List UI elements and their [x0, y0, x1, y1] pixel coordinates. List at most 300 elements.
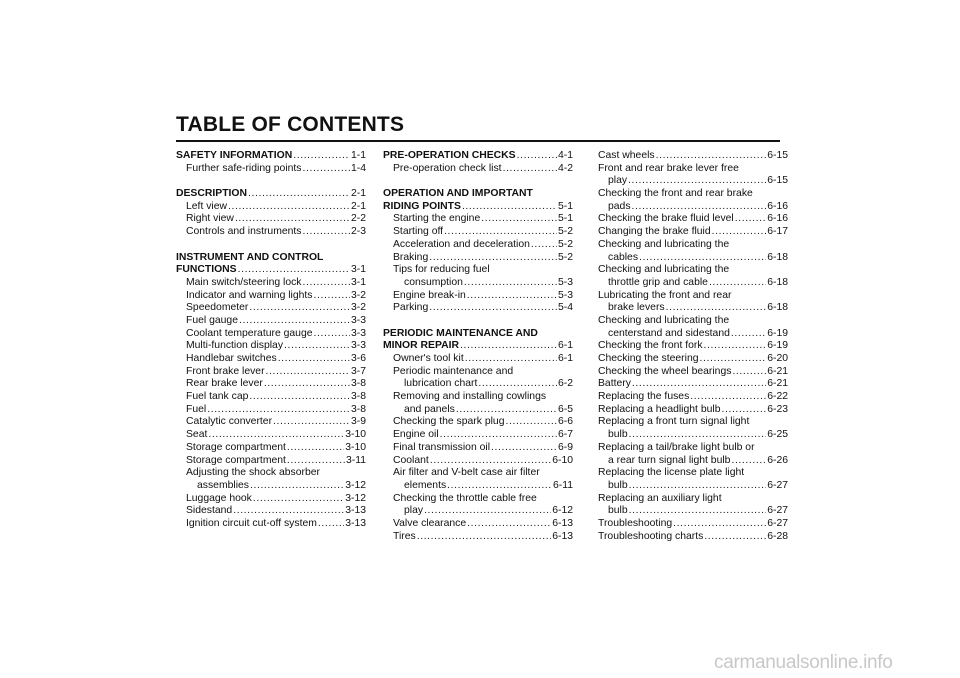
toc-entry[interactable]	[176, 416, 366, 429]
toc-page-number: 6-26	[767, 454, 788, 466]
toc-dot-leader	[732, 366, 766, 379]
toc-page-number: 6-20	[767, 353, 788, 364]
toc-entry-title: Acceleration and deceleration	[393, 238, 530, 250]
toc-page-number: 5-3	[557, 276, 573, 288]
toc-entry-title: Checking the spark plug	[393, 416, 505, 428]
toc-entry[interactable]	[383, 429, 573, 442]
toc-dot-leader	[303, 163, 350, 176]
toc-entry-title: Indicator and warning lights	[186, 289, 313, 301]
toc-entry-title: Braking	[393, 251, 429, 263]
toc-entry-title: Multi-function display	[186, 340, 284, 352]
toc-dot-leader	[208, 429, 344, 442]
toc-entry-title: play	[608, 175, 628, 187]
toc-page-number: 3-1	[350, 276, 366, 288]
toc-entry[interactable]	[383, 277, 573, 290]
toc-page-number: 6-19	[767, 327, 788, 339]
toc-entry[interactable]	[598, 429, 788, 442]
toc-entry[interactable]	[176, 378, 366, 391]
toc-entry[interactable]	[176, 290, 366, 303]
toc-entry[interactable]	[383, 442, 573, 455]
toc-entry-title: Left view	[186, 200, 228, 212]
toc-dot-leader	[444, 226, 557, 239]
toc-entry-title: centerstand and sidestand	[608, 327, 730, 339]
toc-page-number: 3-3	[350, 314, 366, 326]
toc-page-number: 3-13	[345, 505, 366, 517]
toc-page-number: 6-21	[767, 365, 788, 377]
toc-section-heading[interactable]	[176, 150, 366, 163]
toc-page-number: 6-10	[552, 454, 573, 466]
toc-dot-leader	[628, 175, 766, 188]
toc-dot-leader	[666, 302, 767, 315]
toc-entry[interactable]	[383, 480, 573, 493]
toc-page-number: 5-2	[557, 226, 573, 238]
toc-page-number: 2-1	[350, 200, 366, 212]
toc-entry-title: Catalytic converter	[186, 416, 273, 428]
toc-page-number: 6-6	[557, 416, 573, 428]
toc-section-heading[interactable]	[176, 264, 366, 277]
toc-dot-leader	[440, 429, 557, 442]
toc-dot-leader	[233, 505, 344, 518]
toc-page-number: 6-18	[767, 251, 788, 263]
toc-page-number: 3-1	[350, 264, 366, 276]
toc-entry[interactable]	[598, 531, 788, 544]
toc-page-number: 6-11	[552, 479, 573, 491]
toc-entry[interactable]	[383, 455, 573, 468]
toc-entry	[598, 315, 788, 328]
toc-page-number: 3-10	[345, 441, 366, 453]
toc-entry-title: Front brake lever	[186, 365, 265, 377]
toc-entry-title: bulb	[608, 479, 628, 491]
toc-section-heading	[383, 188, 573, 201]
toc-entry-title: Changing the brake fluid	[598, 226, 711, 238]
toc-dot-leader	[273, 416, 350, 429]
toc-entry-title: Engine oil	[393, 429, 439, 441]
toc-gap	[176, 175, 366, 188]
toc-entry-title: Replacing the fuses	[598, 391, 690, 403]
toc-page-number: 5-2	[557, 251, 573, 263]
toc-page-number: 6-25	[767, 429, 788, 441]
toc-dot-leader	[235, 213, 350, 226]
toc-entry[interactable]	[383, 213, 573, 226]
toc-dot-leader	[503, 163, 557, 176]
toc-dot-leader	[207, 404, 350, 417]
toc-entry[interactable]	[383, 404, 573, 417]
toc-page-number: 6-27	[767, 505, 788, 517]
toc-entry[interactable]	[176, 366, 366, 379]
toc-dot-leader	[731, 328, 766, 341]
toc-entry[interactable]	[598, 252, 788, 265]
toc-entry[interactable]	[176, 277, 366, 290]
toc-entry-title: Air filter and V-belt case air filter	[393, 467, 540, 479]
toc-dot-leader	[417, 531, 551, 544]
toc-page-number: 6-23	[767, 403, 788, 415]
toc-entry-title: Sidestand	[186, 505, 233, 517]
toc-column-2	[383, 150, 573, 543]
toc-entry[interactable]	[383, 239, 573, 252]
toc-dot-leader	[517, 150, 557, 163]
toc-dot-leader	[462, 201, 557, 214]
toc-entry-title: Checking the steering	[598, 353, 699, 364]
toc-entry[interactable]	[176, 213, 366, 226]
toc-dot-leader	[629, 480, 767, 493]
toc-page-number: 6-12	[552, 505, 573, 517]
toc-entry[interactable]	[598, 277, 788, 290]
toc-entry-title: Checking and lubricating the	[598, 264, 730, 276]
toc-entry	[598, 416, 788, 429]
toc-entry[interactable]	[598, 150, 788, 163]
toc-entry-title: consumption	[404, 276, 463, 288]
toc-entry-title: Owner's tool kit	[393, 353, 464, 364]
toc-entry-title: Further safe-riding points	[186, 162, 302, 174]
toc-entry[interactable]	[383, 302, 573, 315]
toc-dot-leader	[239, 315, 350, 328]
toc-entry-title: cables	[608, 251, 639, 263]
toc-entry-title: Starting the engine	[393, 213, 481, 225]
toc-entry	[598, 188, 788, 201]
toc-dot-leader	[249, 391, 350, 404]
toc-page-number: 6-21	[767, 378, 788, 390]
toc-entry-title: INSTRUMENT AND CONTROL	[176, 251, 324, 263]
toc-dot-leader	[447, 480, 552, 493]
toc-entry-title: Replacing a headlight bulb	[598, 403, 721, 415]
toc-page-number: 3-3	[350, 327, 366, 339]
toc-entry[interactable]	[176, 328, 366, 341]
toc-entry-title: Handlebar switches	[186, 353, 277, 364]
toc-entry-title: Fuel tank cap	[186, 391, 249, 403]
toc-entry[interactable]	[176, 226, 366, 239]
toc-gap	[383, 175, 573, 188]
toc-entry[interactable]	[598, 505, 788, 518]
toc-entry[interactable]	[598, 302, 788, 315]
toc-page-number: 3-2	[350, 289, 366, 301]
toc-dot-leader	[314, 290, 350, 303]
toc-entry	[598, 290, 788, 303]
toc-entry-title: Checking the throttle cable free	[393, 492, 537, 504]
toc-dot-leader	[228, 201, 350, 214]
toc-entry[interactable]	[176, 518, 366, 531]
toc-page-number: 3-9	[350, 416, 366, 428]
toc-page-number: 6-27	[767, 517, 788, 529]
toc-page-number: 6-16	[767, 200, 788, 212]
toc-page-number: 3-8	[350, 403, 366, 415]
toc-page-number: 3-6	[350, 353, 366, 364]
toc-page-number: 6-28	[767, 530, 788, 542]
toc-page-number: 6-18	[767, 302, 788, 314]
toc-dot-leader	[505, 416, 556, 429]
toc-page-number: 6-15	[767, 175, 788, 187]
toc-entry-title: and panels	[404, 403, 455, 415]
toc-entry-title: Checking the front and rear brake	[598, 188, 753, 200]
toc-entry	[598, 442, 788, 455]
toc-page-number: 4-1	[557, 150, 573, 161]
toc-dot-leader	[253, 493, 344, 506]
toc-entry-title: PERIODIC MAINTENANCE AND	[383, 327, 538, 339]
toc-entry	[176, 467, 366, 480]
toc-entry[interactable]	[176, 404, 366, 417]
toc-entry[interactable]	[383, 378, 573, 391]
toc-entry-title: RIDING POINTS	[383, 200, 461, 212]
toc-entry[interactable]	[598, 353, 788, 366]
toc-page-number: 3-12	[345, 492, 366, 504]
toc-entry-title: Valve clearance	[393, 517, 467, 529]
toc-page-number: 6-1	[557, 353, 573, 364]
toc-entry-title: Tires	[393, 530, 416, 542]
toc-entry-title: Final transmission oil	[393, 441, 491, 453]
toc-page-number: 6-16	[767, 213, 788, 225]
toc-entry[interactable]	[176, 201, 366, 214]
toc-entry[interactable]	[598, 226, 788, 239]
toc-entry[interactable]	[383, 163, 573, 176]
toc-page-number: 6-15	[767, 150, 788, 161]
toc-entry-title: PRE-OPERATION CHECKS	[383, 150, 516, 161]
toc-page-number: 3-8	[350, 391, 366, 403]
toc-dot-leader	[690, 391, 766, 404]
toc-entry-title: brake levers	[608, 302, 665, 314]
toc-entry[interactable]	[176, 493, 366, 506]
toc-entry[interactable]	[598, 201, 788, 214]
toc-section-heading	[176, 252, 366, 265]
toc-dot-leader	[266, 366, 350, 379]
toc-dot-leader	[314, 328, 350, 341]
toc-entry-title: Checking the front fork	[598, 340, 703, 352]
title-rule	[176, 140, 780, 142]
toc-entry-title: Fuel	[186, 403, 207, 415]
toc-entry-title: Troubleshooting charts	[598, 530, 704, 542]
toc-entry	[598, 467, 788, 480]
page-title: TABLE OF CONTENTS	[176, 113, 405, 136]
toc-page-number: 6-2	[557, 378, 573, 390]
toc-entry[interactable]	[598, 175, 788, 188]
toc-entry-title: Replacing a front turn signal light	[598, 416, 750, 428]
toc-entry-title: Fuel gauge	[186, 314, 238, 326]
toc-dot-leader	[249, 302, 350, 315]
toc-section-heading[interactable]	[383, 340, 573, 353]
toc-column-1	[176, 150, 366, 531]
toc-entry-title: play	[404, 505, 424, 517]
toc-column-3	[598, 150, 788, 543]
toc-dot-leader	[700, 353, 767, 366]
toc-dot-leader	[629, 429, 767, 442]
toc-entry[interactable]	[383, 518, 573, 531]
toc-entry-title: Checking the wheel bearings	[598, 365, 732, 377]
toc-entry[interactable]	[598, 366, 788, 379]
toc-gap	[176, 239, 366, 252]
toc-page-number: 6-18	[767, 276, 788, 288]
toc-entry-title: Seat	[186, 429, 208, 441]
toc-page-number: 6-27	[767, 479, 788, 491]
toc-dot-leader	[632, 378, 766, 391]
toc-dot-leader	[467, 518, 551, 531]
toc-page-number: 6-7	[557, 429, 573, 441]
toc-entry[interactable]	[383, 416, 573, 429]
toc-entry-title: SAFETY INFORMATION	[176, 150, 293, 161]
toc-entry	[598, 163, 788, 176]
toc-dot-leader	[735, 213, 766, 226]
toc-entry-title: Luggage hook	[186, 492, 252, 504]
toc-page-number: 2-1	[350, 188, 366, 200]
toc-entry[interactable]	[598, 455, 788, 468]
toc-dot-leader	[456, 404, 557, 417]
toc-entry-title: Checking and lubricating the	[598, 314, 730, 326]
toc-entry-title: Replacing a tail/brake light bulb or	[598, 441, 755, 453]
toc-page-number: 3-10	[345, 429, 366, 441]
toc-dot-leader	[460, 340, 557, 353]
toc-page-number: 3-3	[350, 340, 366, 352]
toc-gap	[383, 315, 573, 328]
toc-entry[interactable]	[176, 391, 366, 404]
toc-entry[interactable]	[383, 505, 573, 518]
toc-dot-leader	[429, 252, 557, 265]
toc-entry-title: assemblies	[197, 479, 249, 491]
toc-dot-leader	[293, 150, 350, 163]
toc-entry-title: Pre-operation check list	[393, 162, 502, 174]
toc-entry[interactable]	[383, 290, 573, 303]
toc-entry[interactable]	[176, 340, 366, 353]
toc-dot-leader	[712, 226, 767, 239]
toc-page-number: 4-2	[557, 162, 573, 174]
toc-entry[interactable]	[598, 391, 788, 404]
toc-entry-title: FUNCTIONS	[176, 264, 237, 276]
toc-dot-leader	[238, 264, 350, 277]
toc-entry-title: OPERATION AND IMPORTANT	[383, 188, 533, 200]
toc-page-number: 3-2	[350, 302, 366, 314]
toc-section-heading[interactable]	[383, 201, 573, 214]
toc-entry-title: Battery	[598, 378, 631, 390]
toc-dot-leader	[465, 353, 557, 366]
toc-dot-leader	[250, 480, 344, 493]
toc-page-number: 6-22	[767, 391, 788, 403]
toc-entry-title: Troubleshooting	[598, 517, 673, 529]
toc-dot-leader	[464, 277, 557, 290]
toc-dot-leader	[303, 226, 350, 239]
toc-dot-leader	[629, 505, 767, 518]
toc-entry-title: lubrication chart	[404, 378, 478, 390]
toc-entry-title: Tips for reducing fuel	[393, 264, 490, 276]
toc-section-heading[interactable]	[176, 188, 366, 201]
toc-entry[interactable]	[383, 531, 573, 544]
toc-entry	[383, 493, 573, 506]
toc-entry-title: Checking the brake fluid level	[598, 213, 734, 225]
toc-page-number: 6-9	[557, 441, 573, 453]
toc-entry	[383, 264, 573, 277]
toc-entry-title: bulb	[608, 505, 628, 517]
toc-dot-leader	[430, 455, 551, 468]
toc-dot-leader	[709, 277, 766, 290]
toc-entry[interactable]	[598, 480, 788, 493]
toc-entry-title: Coolant	[393, 454, 429, 466]
toc-page-number: 5-1	[557, 213, 573, 225]
toc-entry[interactable]	[176, 302, 366, 315]
toc-dot-leader	[287, 455, 345, 468]
toc-dot-leader	[639, 252, 766, 265]
toc-page-number: 6-19	[767, 340, 788, 352]
toc-entry[interactable]	[176, 429, 366, 442]
toc-page-number: 5-2	[557, 238, 573, 250]
toc-entry[interactable]	[176, 442, 366, 455]
toc-entry-title: Ignition circuit cut-off system	[186, 517, 317, 529]
toc-dot-leader	[467, 290, 557, 303]
toc-entry[interactable]	[176, 315, 366, 328]
toc-entry[interactable]	[598, 378, 788, 391]
toc-page-number: 5-1	[557, 200, 573, 212]
toc-section-heading	[383, 328, 573, 341]
toc-section-heading[interactable]	[383, 150, 573, 163]
toc-entry-title: Replacing the license plate light	[598, 467, 745, 479]
toc-entry[interactable]	[176, 505, 366, 518]
toc-page-number: 1-1	[350, 150, 366, 161]
toc-page-number: 3-7	[350, 365, 366, 377]
toc-entry-title: Front and rear brake lever free	[598, 162, 739, 174]
toc-dot-leader	[303, 277, 350, 290]
toc-entry	[598, 264, 788, 277]
toc-dot-leader	[704, 340, 767, 353]
toc-entry[interactable]	[598, 518, 788, 531]
toc-entry-title: Right view	[186, 213, 234, 225]
toc-dot-leader	[632, 201, 767, 214]
toc-entry-title: Adjusting the shock absorber	[186, 467, 321, 479]
toc-entry-title: Periodic maintenance and	[393, 365, 514, 377]
toc-dot-leader	[531, 239, 557, 252]
toc-dot-leader	[731, 455, 766, 468]
toc-entry-title: throttle grip and cable	[608, 276, 708, 288]
toc-page-number: 2-2	[350, 213, 366, 225]
toc-dot-leader	[248, 188, 350, 201]
toc-entry[interactable]	[176, 163, 366, 176]
toc-dot-leader	[721, 404, 766, 417]
toc-entry-title: Starting off	[393, 226, 444, 238]
toc-page-number: 5-3	[557, 289, 573, 301]
toc-entry-title: Replacing an auxiliary light	[598, 492, 722, 504]
toc-page-number: 3-11	[345, 454, 366, 466]
toc-entry	[598, 239, 788, 252]
toc-page-number: 2-3	[350, 226, 366, 238]
toc-entry[interactable]	[176, 353, 366, 366]
toc-page-number: 3-13	[345, 517, 366, 529]
toc-dot-leader	[491, 442, 557, 455]
toc-page-number: 6-13	[552, 517, 573, 529]
toc-entry-title: elements	[404, 479, 447, 491]
toc-entry[interactable]	[383, 226, 573, 239]
toc-page-number: 1-4	[350, 162, 366, 174]
toc-dot-leader	[429, 302, 557, 315]
toc-entry[interactable]	[598, 404, 788, 417]
toc-entry	[598, 493, 788, 506]
toc-entry-title: Parking	[393, 302, 429, 314]
toc-dot-leader	[287, 442, 344, 455]
toc-entry-title: Storage compartment	[186, 454, 286, 466]
toc-entry[interactable]	[176, 455, 366, 468]
toc-entry[interactable]	[598, 340, 788, 353]
toc-dot-leader	[481, 213, 557, 226]
toc-entry-title: bulb	[608, 429, 628, 441]
toc-entry-title: Coolant temperature gauge	[186, 327, 313, 339]
toc-dot-leader	[656, 150, 767, 163]
toc-page-number: 6-17	[767, 226, 788, 238]
toc-entry[interactable]	[383, 353, 573, 366]
toc-entry[interactable]	[176, 480, 366, 493]
toc-dot-leader	[318, 518, 344, 531]
toc-entry-title: pads	[608, 200, 631, 212]
toc-entry[interactable]	[383, 252, 573, 265]
watermark: carmanualsonline.info	[714, 652, 893, 673]
toc-dot-leader	[278, 353, 350, 366]
toc-entry[interactable]	[598, 213, 788, 226]
toc-page-number: 6-1	[557, 340, 573, 352]
toc-entry	[383, 467, 573, 480]
toc-entry-title: a rear turn signal light bulb	[608, 454, 731, 466]
toc-entry-title: DESCRIPTION	[176, 188, 248, 200]
toc-entry[interactable]	[598, 328, 788, 341]
